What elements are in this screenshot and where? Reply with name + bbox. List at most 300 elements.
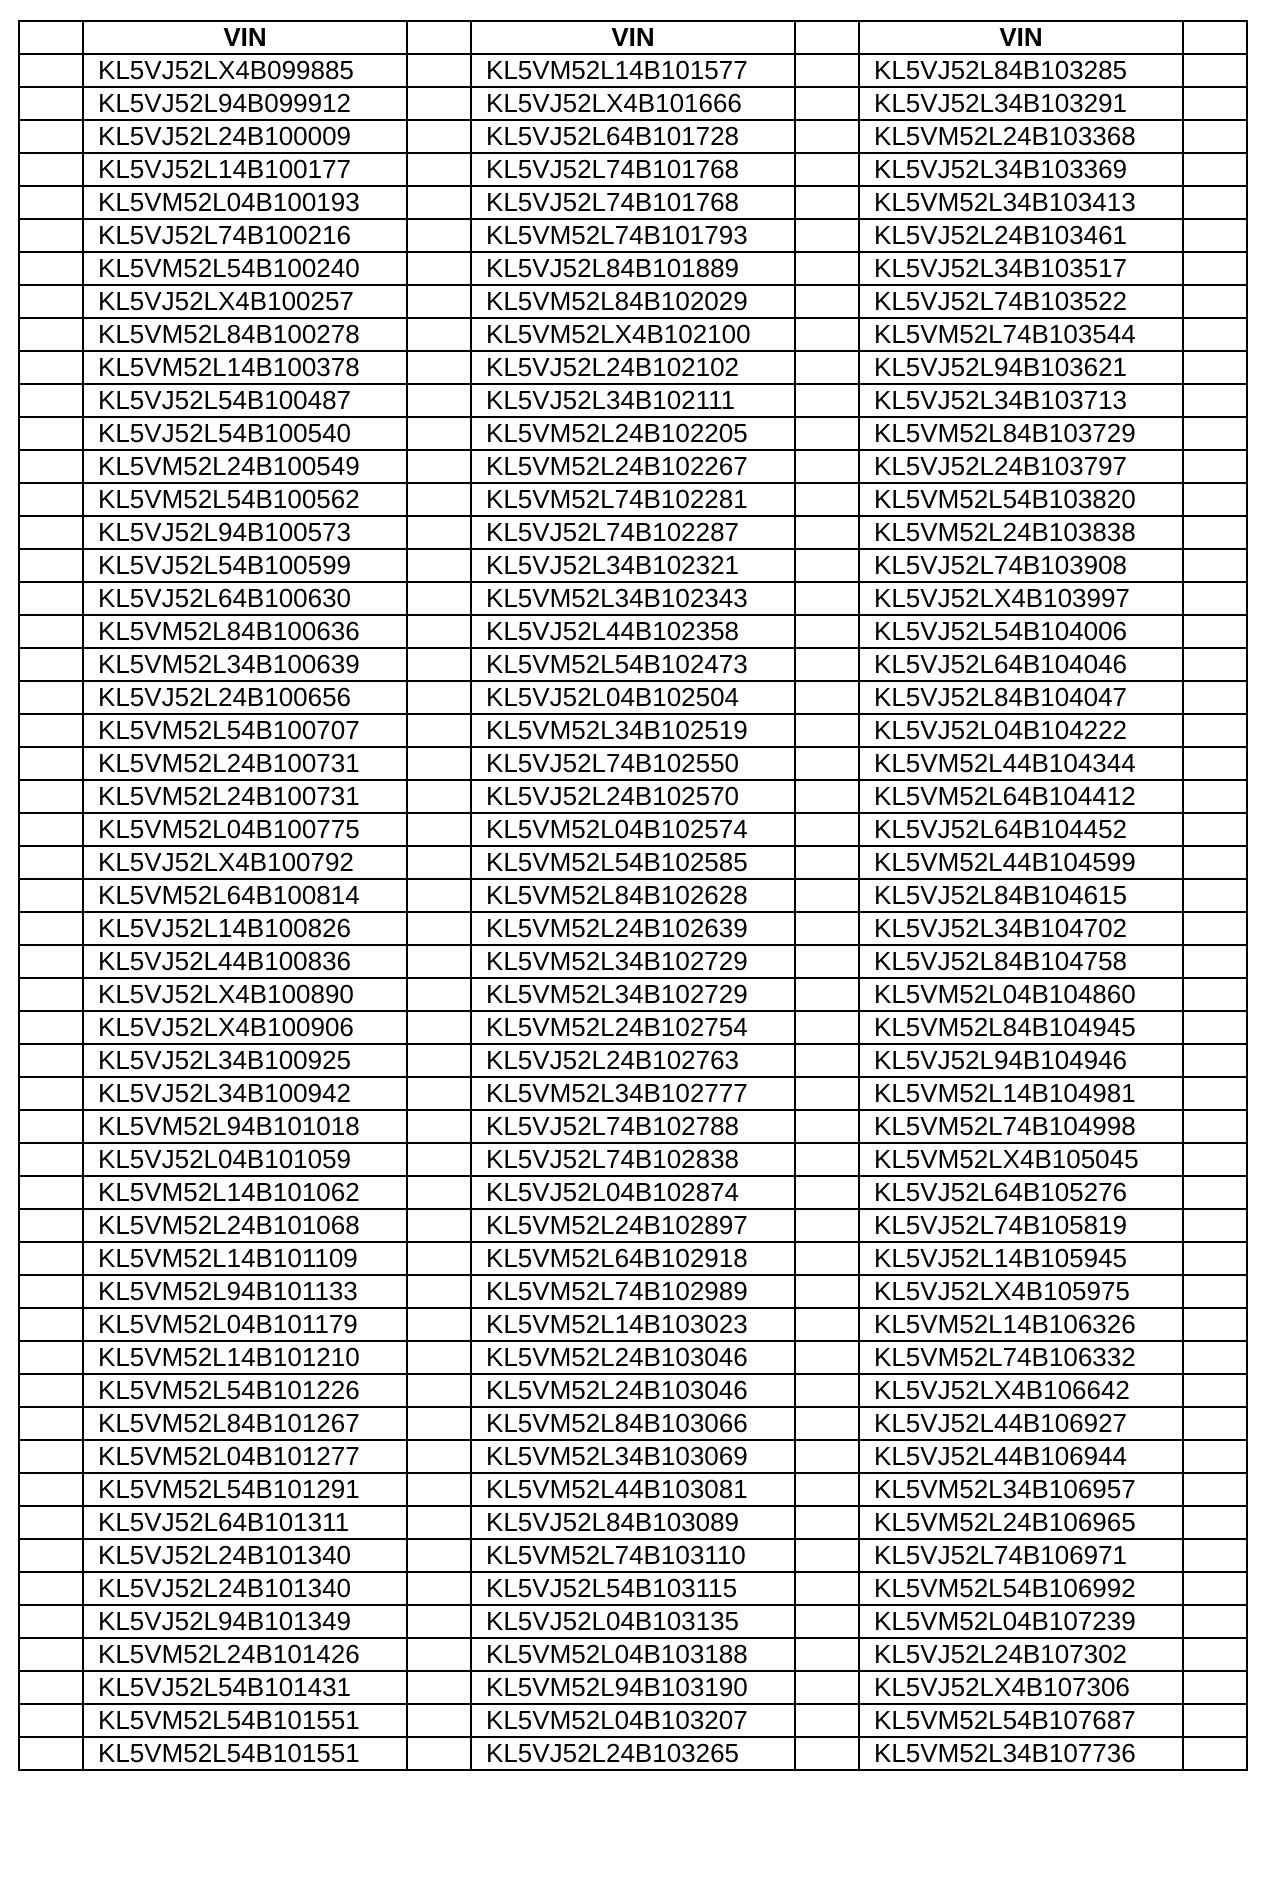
vin-cell: KL5VM52L84B101267 xyxy=(83,1407,407,1440)
blank-cell xyxy=(19,384,83,417)
table-row xyxy=(19,1605,1247,1638)
vin-cell: KL5VJ52L74B100216 xyxy=(83,219,407,252)
blank-cell xyxy=(407,351,471,384)
blank-cell xyxy=(407,318,471,351)
table-row xyxy=(19,1374,1247,1407)
blank-cell xyxy=(19,1407,83,1440)
blank-cell xyxy=(1183,120,1247,153)
vin-cell: KL5VM52L54B102473 xyxy=(471,648,795,681)
vin-header-1: VIN xyxy=(83,21,407,54)
vin-cell: KL5VM52L74B102281 xyxy=(471,483,795,516)
blank-cell xyxy=(1183,21,1247,54)
table-row xyxy=(19,1209,1247,1242)
table-row xyxy=(19,252,1247,285)
vin-cell: KL5VJ52L04B101059 xyxy=(83,1143,407,1176)
vin-cell: KL5VJ52L04B102874 xyxy=(471,1176,795,1209)
vin-cell: KL5VM52L34B102729 xyxy=(471,945,795,978)
vin-cell: KL5VM52L04B104860 xyxy=(859,978,1183,1011)
vin-cell: KL5VJ52L74B105819 xyxy=(859,1209,1183,1242)
table-row xyxy=(19,912,1247,945)
blank-cell xyxy=(19,648,83,681)
blank-cell xyxy=(407,384,471,417)
vin-header-2: VIN xyxy=(471,21,795,54)
vin-cell: KL5VM52L34B102777 xyxy=(471,1077,795,1110)
vin-cell: KL5VJ52L94B099912 xyxy=(83,87,407,120)
blank-cell xyxy=(795,747,859,780)
vin-cell: KL5VJ52L24B102763 xyxy=(471,1044,795,1077)
vin-cell: KL5VM52L24B101426 xyxy=(83,1638,407,1671)
blank-cell xyxy=(19,1341,83,1374)
vin-cell: KL5VM52L54B101291 xyxy=(83,1473,407,1506)
blank-cell xyxy=(407,219,471,252)
blank-cell xyxy=(1183,417,1247,450)
blank-cell xyxy=(795,384,859,417)
vin-cell: KL5VJ52L44B100836 xyxy=(83,945,407,978)
table-row xyxy=(19,1176,1247,1209)
vin-cell: KL5VJ52L74B106971 xyxy=(859,1539,1183,1572)
blank-cell xyxy=(795,978,859,1011)
table-row xyxy=(19,384,1247,417)
vin-cell: KL5VM52L24B102897 xyxy=(471,1209,795,1242)
vin-cell: KL5VM52L24B100731 xyxy=(83,780,407,813)
vin-cell: KL5VJ52LX4B103997 xyxy=(859,582,1183,615)
blank-cell xyxy=(1183,1407,1247,1440)
vin-cell: KL5VJ52L64B105276 xyxy=(859,1176,1183,1209)
blank-cell xyxy=(1183,1110,1247,1143)
vin-cell: KL5VJ52LX4B106642 xyxy=(859,1374,1183,1407)
blank-cell xyxy=(19,1143,83,1176)
vin-cell: KL5VM52L24B102639 xyxy=(471,912,795,945)
vin-cell: KL5VJ52L74B102838 xyxy=(471,1143,795,1176)
vin-cell: KL5VM52L24B103046 xyxy=(471,1374,795,1407)
blank-cell xyxy=(1183,615,1247,648)
vin-cell: KL5VM52L54B100707 xyxy=(83,714,407,747)
vin-cell: KL5VJ52L04B103135 xyxy=(471,1605,795,1638)
table-row xyxy=(19,1110,1247,1143)
blank-cell xyxy=(407,417,471,450)
blank-cell xyxy=(19,1671,83,1704)
blank-cell xyxy=(795,1737,859,1770)
vin-cell: KL5VM52L24B100731 xyxy=(83,747,407,780)
blank-cell xyxy=(795,483,859,516)
blank-cell xyxy=(795,1605,859,1638)
vin-cell: KL5VM52L34B107736 xyxy=(859,1737,1183,1770)
vin-cell: KL5VM52L04B101277 xyxy=(83,1440,407,1473)
blank-cell xyxy=(407,516,471,549)
blank-cell xyxy=(1183,846,1247,879)
blank-cell xyxy=(1183,813,1247,846)
vin-cell: KL5VM52L14B103023 xyxy=(471,1308,795,1341)
blank-cell xyxy=(1183,1275,1247,1308)
vin-cell: KL5VM52L04B107239 xyxy=(859,1605,1183,1638)
blank-cell xyxy=(407,87,471,120)
vin-cell: KL5VM52L14B101109 xyxy=(83,1242,407,1275)
vin-cell: KL5VM52LX4B102100 xyxy=(471,318,795,351)
vin-cell: KL5VJ52LX4B100890 xyxy=(83,978,407,1011)
blank-cell xyxy=(19,21,83,54)
vin-header-3: VIN xyxy=(859,21,1183,54)
blank-cell xyxy=(407,1209,471,1242)
blank-cell xyxy=(1183,87,1247,120)
table-row xyxy=(19,120,1247,153)
vin-cell: KL5VM52L84B100278 xyxy=(83,318,407,351)
vin-cell: KL5VJ52L54B100487 xyxy=(83,384,407,417)
blank-cell xyxy=(1183,681,1247,714)
blank-cell xyxy=(19,1440,83,1473)
vin-cell: KL5VJ52L34B103369 xyxy=(859,153,1183,186)
blank-cell xyxy=(407,450,471,483)
table-row xyxy=(19,1308,1247,1341)
blank-cell xyxy=(1183,1473,1247,1506)
blank-cell xyxy=(407,21,471,54)
blank-cell xyxy=(1183,153,1247,186)
vin-table xyxy=(18,20,1248,1771)
vin-cell: KL5VM52L24B103838 xyxy=(859,516,1183,549)
blank-cell xyxy=(1183,978,1247,1011)
blank-cell xyxy=(1183,1176,1247,1209)
vin-cell: KL5VM52L44B103081 xyxy=(471,1473,795,1506)
blank-cell xyxy=(19,879,83,912)
blank-cell xyxy=(407,1077,471,1110)
blank-cell xyxy=(1183,1341,1247,1374)
blank-cell xyxy=(795,516,859,549)
vin-cell: KL5VJ52L34B102321 xyxy=(471,549,795,582)
vin-cell: KL5VM52L54B102585 xyxy=(471,846,795,879)
table-row xyxy=(19,978,1247,1011)
vin-cell: KL5VJ52L34B100925 xyxy=(83,1044,407,1077)
blank-cell xyxy=(795,252,859,285)
blank-cell xyxy=(407,1539,471,1572)
vin-cell: KL5VM52L14B101210 xyxy=(83,1341,407,1374)
vin-cell: KL5VM52L34B102343 xyxy=(471,582,795,615)
blank-cell xyxy=(1183,351,1247,384)
blank-cell xyxy=(795,912,859,945)
blank-cell xyxy=(1183,582,1247,615)
table-row xyxy=(19,1671,1247,1704)
vin-cell: KL5VM52L74B101793 xyxy=(471,219,795,252)
vin-cell: KL5VM52L24B102267 xyxy=(471,450,795,483)
vin-cell: KL5VJ52L74B102550 xyxy=(471,747,795,780)
blank-cell xyxy=(407,780,471,813)
blank-cell xyxy=(1183,879,1247,912)
vin-cell: KL5VJ52L24B107302 xyxy=(859,1638,1183,1671)
blank-cell xyxy=(19,351,83,384)
blank-cell xyxy=(1183,1143,1247,1176)
table-row xyxy=(19,1242,1247,1275)
blank-cell xyxy=(407,912,471,945)
blank-cell xyxy=(407,615,471,648)
blank-cell xyxy=(1183,945,1247,978)
vin-cell: KL5VM52L14B100378 xyxy=(83,351,407,384)
vin-cell: KL5VM52L64B102918 xyxy=(471,1242,795,1275)
blank-cell xyxy=(19,153,83,186)
blank-cell xyxy=(795,681,859,714)
vin-cell: KL5VM52L04B100193 xyxy=(83,186,407,219)
blank-cell xyxy=(795,615,859,648)
blank-cell xyxy=(19,1539,83,1572)
table-row xyxy=(19,1044,1247,1077)
table-row xyxy=(19,615,1247,648)
blank-cell xyxy=(795,1275,859,1308)
blank-cell xyxy=(19,1209,83,1242)
vin-cell: KL5VJ52L84B103089 xyxy=(471,1506,795,1539)
vin-cell: KL5VJ52L94B101349 xyxy=(83,1605,407,1638)
table-row xyxy=(19,879,1247,912)
blank-cell xyxy=(19,813,83,846)
table-row xyxy=(19,1011,1247,1044)
vin-cell: KL5VM52L54B106992 xyxy=(859,1572,1183,1605)
vin-cell: KL5VM52L84B104945 xyxy=(859,1011,1183,1044)
blank-cell xyxy=(795,1407,859,1440)
blank-cell xyxy=(19,219,83,252)
blank-cell xyxy=(19,450,83,483)
blank-cell xyxy=(19,1374,83,1407)
blank-cell xyxy=(1183,549,1247,582)
blank-cell xyxy=(407,549,471,582)
blank-cell xyxy=(407,1242,471,1275)
vin-cell: KL5VJ52L44B102358 xyxy=(471,615,795,648)
blank-cell xyxy=(795,186,859,219)
vin-cell: KL5VM52L94B101133 xyxy=(83,1275,407,1308)
blank-cell xyxy=(407,120,471,153)
blank-cell xyxy=(795,21,859,54)
blank-cell xyxy=(19,912,83,945)
blank-cell xyxy=(1183,1638,1247,1671)
vin-cell: KL5VJ52L44B106927 xyxy=(859,1407,1183,1440)
blank-cell xyxy=(407,1341,471,1374)
vin-cell: KL5VJ52L24B101340 xyxy=(83,1539,407,1572)
blank-cell xyxy=(19,1605,83,1638)
blank-cell xyxy=(795,1242,859,1275)
blank-cell xyxy=(1183,1605,1247,1638)
blank-cell xyxy=(19,1011,83,1044)
blank-cell xyxy=(407,813,471,846)
vin-cell: KL5VJ52L34B103713 xyxy=(859,384,1183,417)
blank-cell xyxy=(19,978,83,1011)
blank-cell xyxy=(19,582,83,615)
blank-cell xyxy=(1183,747,1247,780)
blank-cell xyxy=(1183,285,1247,318)
vin-cell: KL5VM52L14B106326 xyxy=(859,1308,1183,1341)
blank-cell xyxy=(1183,1011,1247,1044)
blank-cell xyxy=(795,846,859,879)
vin-cell: KL5VJ52L84B104615 xyxy=(859,879,1183,912)
table-row xyxy=(19,648,1247,681)
blank-cell xyxy=(1183,483,1247,516)
table-row xyxy=(19,1704,1247,1737)
blank-cell xyxy=(407,1143,471,1176)
blank-cell xyxy=(795,1704,859,1737)
table-row xyxy=(19,1638,1247,1671)
blank-cell xyxy=(407,1605,471,1638)
vin-cell: KL5VM52L84B100636 xyxy=(83,615,407,648)
table-row xyxy=(19,1572,1247,1605)
vin-cell: KL5VM52L14B104981 xyxy=(859,1077,1183,1110)
vin-cell: KL5VJ52L74B103522 xyxy=(859,285,1183,318)
vin-cell: KL5VJ52L24B103461 xyxy=(859,219,1183,252)
table-row xyxy=(19,582,1247,615)
vin-cell: KL5VJ52L34B104702 xyxy=(859,912,1183,945)
vin-cell: KL5VM52L34B102519 xyxy=(471,714,795,747)
vin-cell: KL5VM52L04B102574 xyxy=(471,813,795,846)
vin-table-body xyxy=(19,54,1247,1770)
blank-cell xyxy=(19,1242,83,1275)
table-row xyxy=(19,846,1247,879)
table-row xyxy=(19,780,1247,813)
vin-cell: KL5VM52L24B102754 xyxy=(471,1011,795,1044)
blank-cell xyxy=(19,1044,83,1077)
table-row xyxy=(19,1539,1247,1572)
vin-cell: KL5VM52L74B103544 xyxy=(859,318,1183,351)
table-row xyxy=(19,483,1247,516)
blank-cell xyxy=(19,945,83,978)
blank-cell xyxy=(1183,186,1247,219)
blank-cell xyxy=(19,186,83,219)
blank-cell xyxy=(407,1275,471,1308)
blank-cell xyxy=(407,1638,471,1671)
vin-cell: KL5VJ52L54B101431 xyxy=(83,1671,407,1704)
blank-cell xyxy=(1183,780,1247,813)
vin-cell: KL5VJ52LX4B101666 xyxy=(471,87,795,120)
table-row xyxy=(19,1407,1247,1440)
vin-cell: KL5VJ52L04B104222 xyxy=(859,714,1183,747)
vin-cell: KL5VM52L34B103069 xyxy=(471,1440,795,1473)
vin-cell: KL5VM52L44B104344 xyxy=(859,747,1183,780)
vin-cell: KL5VM52L04B103188 xyxy=(471,1638,795,1671)
blank-cell xyxy=(407,1737,471,1770)
vin-cell: KL5VJ52L74B102287 xyxy=(471,516,795,549)
blank-cell xyxy=(1183,1209,1247,1242)
table-row xyxy=(19,813,1247,846)
table-row xyxy=(19,516,1247,549)
vin-cell: KL5VM52L04B103207 xyxy=(471,1704,795,1737)
table-row xyxy=(19,1506,1247,1539)
blank-cell xyxy=(795,1638,859,1671)
blank-cell xyxy=(795,1572,859,1605)
blank-cell xyxy=(795,549,859,582)
vin-cell: KL5VJ52LX4B100906 xyxy=(83,1011,407,1044)
blank-cell xyxy=(407,54,471,87)
blank-cell xyxy=(795,54,859,87)
blank-cell xyxy=(795,945,859,978)
table-row xyxy=(19,1737,1247,1770)
table-row xyxy=(19,318,1247,351)
blank-cell xyxy=(1183,648,1247,681)
vin-cell: KL5VM52L14B101577 xyxy=(471,54,795,87)
blank-cell xyxy=(19,87,83,120)
blank-cell xyxy=(795,120,859,153)
vin-cell: KL5VJ52L24B102102 xyxy=(471,351,795,384)
blank-cell xyxy=(1183,318,1247,351)
blank-cell xyxy=(19,120,83,153)
vin-cell: KL5VM52L24B102205 xyxy=(471,417,795,450)
blank-cell xyxy=(407,747,471,780)
blank-cell xyxy=(19,1473,83,1506)
blank-cell xyxy=(407,1407,471,1440)
table-row xyxy=(19,417,1247,450)
vin-cell: KL5VM52L54B101551 xyxy=(83,1704,407,1737)
blank-cell xyxy=(795,813,859,846)
vin-cell: KL5VJ52L14B100177 xyxy=(83,153,407,186)
blank-cell xyxy=(1183,54,1247,87)
blank-cell xyxy=(1183,1374,1247,1407)
vin-cell: KL5VJ52L24B100009 xyxy=(83,120,407,153)
blank-cell xyxy=(19,615,83,648)
vin-cell: KL5VM52L44B104599 xyxy=(859,846,1183,879)
blank-cell xyxy=(795,1308,859,1341)
vin-cell: KL5VM52L34B106957 xyxy=(859,1473,1183,1506)
table-row xyxy=(19,1275,1247,1308)
vin-cell: KL5VJ52L74B103908 xyxy=(859,549,1183,582)
blank-cell xyxy=(407,186,471,219)
blank-cell xyxy=(795,1176,859,1209)
vin-cell: KL5VM52L54B100240 xyxy=(83,252,407,285)
blank-cell xyxy=(795,1671,859,1704)
blank-cell xyxy=(407,1506,471,1539)
blank-cell xyxy=(407,153,471,186)
blank-cell xyxy=(407,1011,471,1044)
vin-cell: KL5VM52L34B103413 xyxy=(859,186,1183,219)
vin-cell: KL5VJ52L94B100573 xyxy=(83,516,407,549)
blank-cell xyxy=(19,1275,83,1308)
vin-cell: KL5VM52L54B101551 xyxy=(83,1737,407,1770)
vin-cell: KL5VJ52L24B101340 xyxy=(83,1572,407,1605)
vin-cell: KL5VJ52L04B102504 xyxy=(471,681,795,714)
blank-cell xyxy=(795,1506,859,1539)
vin-cell: KL5VM52L24B103046 xyxy=(471,1341,795,1374)
blank-cell xyxy=(19,780,83,813)
vin-cell: KL5VM52L14B101062 xyxy=(83,1176,407,1209)
blank-cell xyxy=(795,153,859,186)
vin-cell: KL5VJ52L84B101889 xyxy=(471,252,795,285)
table-row xyxy=(19,54,1247,87)
blank-cell xyxy=(795,1077,859,1110)
blank-cell xyxy=(795,1143,859,1176)
table-row xyxy=(19,1143,1247,1176)
vin-cell: KL5VJ52L74B102788 xyxy=(471,1110,795,1143)
vin-cell: KL5VJ52LX4B099885 xyxy=(83,54,407,87)
table-row xyxy=(19,747,1247,780)
blank-cell xyxy=(19,1572,83,1605)
blank-cell xyxy=(19,1506,83,1539)
blank-cell xyxy=(19,846,83,879)
blank-cell xyxy=(407,879,471,912)
blank-cell xyxy=(795,1209,859,1242)
vin-cell: KL5VJ52L24B100656 xyxy=(83,681,407,714)
blank-cell xyxy=(407,681,471,714)
vin-cell: KL5VM52L94B101018 xyxy=(83,1110,407,1143)
vin-cell: KL5VM52L84B103066 xyxy=(471,1407,795,1440)
blank-cell xyxy=(407,945,471,978)
table-row xyxy=(19,1341,1247,1374)
blank-cell xyxy=(19,1704,83,1737)
blank-cell xyxy=(1183,219,1247,252)
blank-cell xyxy=(1183,912,1247,945)
blank-cell xyxy=(407,1440,471,1473)
vin-cell: KL5VJ52LX4B107306 xyxy=(859,1671,1183,1704)
vin-cell: KL5VM52L24B106965 xyxy=(859,1506,1183,1539)
vin-cell: KL5VM52L54B101226 xyxy=(83,1374,407,1407)
blank-cell xyxy=(407,285,471,318)
vin-cell: KL5VJ52L34B103291 xyxy=(859,87,1183,120)
blank-cell xyxy=(795,582,859,615)
vin-cell: KL5VJ52L54B103115 xyxy=(471,1572,795,1605)
vin-cell: KL5VJ52L94B103621 xyxy=(859,351,1183,384)
table-row xyxy=(19,351,1247,384)
blank-cell xyxy=(795,1374,859,1407)
blank-cell xyxy=(19,1176,83,1209)
blank-cell xyxy=(407,648,471,681)
